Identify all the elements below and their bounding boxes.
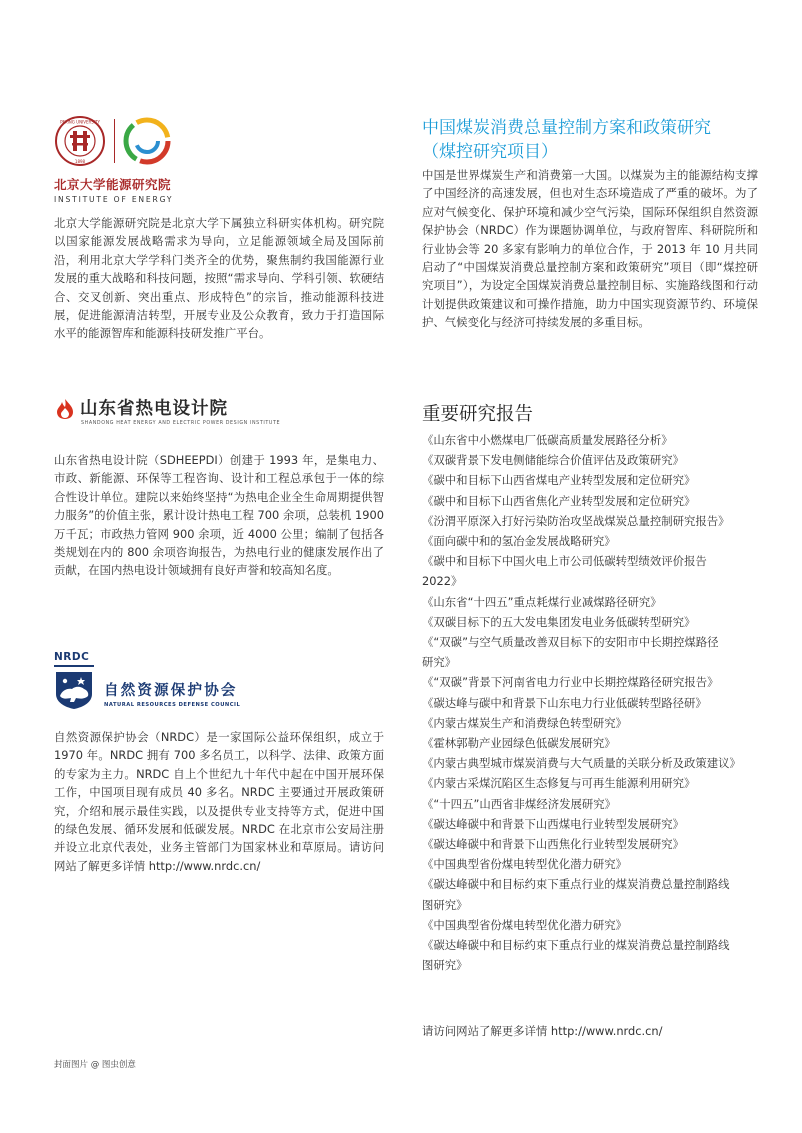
- sdheepdi-name: 山东省热电设计院: [80, 399, 228, 419]
- pku-institute-name: 北京大学能源研究院: [54, 177, 172, 192]
- sdheepdi-logo: [54, 398, 384, 426]
- report-item: 《双碳目标下的五大发电集团发电业务低碳转型研究》: [422, 614, 696, 629]
- report-item: 《碳达峰与碳中和背景下山东电力行业低碳转型路径研》: [422, 695, 707, 710]
- report-item: 《内蒙古典型城市煤炭消费与大气质量的关联分析及政策建议》: [422, 756, 741, 771]
- report-item: 《山东省“十四五”重点耗煤行业减煤路径研究》: [422, 594, 662, 609]
- nrdc-name: 自然资源保护协会: [104, 683, 238, 699]
- report-item: 图研究》: [422, 958, 468, 973]
- report-item: 《内蒙古采煤沉陷区生态修复与可再生能源利用研究》: [422, 776, 696, 791]
- report-item: 《“双碳”与空气质量改善双目标下的安阳市中长期控煤路径: [422, 635, 719, 650]
- peking-university-seal-icon: [54, 115, 106, 167]
- report-item: 《中国典型省份煤电转型优化潜力研究》: [422, 857, 628, 872]
- nrdc-description: 自然资源保护协会（NRDC）是一家国际公益环保组织，成立于 1970 年。NRDC 拥有 700 多名员工，以科学、法律、政策方面的专家为主力。NRDC 自上个世纪九十年代中起在中国开展环保工作，中国项目现有成员 40 多名。NRDC 主要通过开展政策研究，介绍和展示最佳实践，以及提供专业支持等方式，促进中国的绿色发展、循环发展和低碳发展。NRDC 在北京市公安局注册并设立北京代表处，业务主管部门为国家林业和草原局。请访问网站了解更多详情 http://www.nrdc.cn/: [54, 730, 384, 873]
- report-item: 《霍林郭勒产业园绿色低碳发展研究》: [422, 736, 616, 751]
- nrdc-name-en: NATURAL RESOURCES DEFENSE COUNCIL: [104, 702, 241, 708]
- nrdc-letters: NRDC: [54, 651, 90, 663]
- nrdc-logo: [54, 651, 384, 714]
- seal-year: 1898: [74, 159, 86, 164]
- report-item: 《中国典型省份煤电转型优化潜力研究》: [422, 917, 628, 932]
- report-item: 研究》: [422, 655, 457, 670]
- seal-text: PEKING UNIVERSITY: [60, 119, 100, 125]
- report-item: 《碳中和目标下山西省煤电产业转型发展和定位研究》: [422, 473, 696, 488]
- nrdc-underline: [54, 665, 94, 667]
- report-item: 《汾渭平原深入打好污染防治攻坚战煤炭总量控制研究报告》: [422, 513, 730, 528]
- pku-energy-institute-logo: [54, 115, 384, 204]
- report-item: 《山东省中小燃煤电厂低碳高质量发展路径分析》: [422, 433, 673, 447]
- pku-institute-name-en: INSTITUTE OF ENERGY: [54, 195, 174, 204]
- sdheepdi-description: 山东省热电设计院（SDHEEPDI）创建于 1993 年，是集电力、市政、新能源、环保等工程咨询、设计和工程总承包于一体的综合性设计单位。建院以来始终坚持“为热电企业全生命周期提供智力服务”的价值主张，累计设计热电工程 700 余项，总装机 1900 万千瓦；市政热力管网 900 余项，近 4000 公里；编制了包括各类规划在内的 800 余项咨询报告，为热电行业的健康发展作出了贡献，在国内热电设计领域拥有良好声誉和较高知名度。: [54, 453, 384, 578]
- project-title-line2: （煤控研究项目）: [422, 142, 558, 162]
- cover-image-credit: 封面图片 @ 图虫创意: [54, 1060, 136, 1070]
- polar-bear-shield-icon: [54, 670, 94, 710]
- reports-heading: 重要研究报告: [422, 404, 534, 425]
- project-intro: 中国是世界煤炭生产和消费第一大国。以煤炭为主的能源结构支撑了中国经济的高速发展，但也对生态环境造成了严重的破坏。为了应对气候变化、保护环境和减少空气污染，国际环保组织自然资源保护协会（NRDC）作为课题协调单位，与政府智库、科研院所和行业协会等 20 多家有影响力的单位合作，于 2013 年 10 月共同启动了“中国煤炭消费总量控制方案和政策研究”项目（即“煤控研究项目”），为设定全国煤炭消费总量控制目标、实施路线图和行动计划提供政策建议和可操作措施，助力中国实现资源节约、环境保护、气候变化与经济可持续发展的多重目标。: [422, 168, 758, 330]
- report-item: 《双碳背景下发电侧储能综合价值评估及政策研究》: [422, 453, 684, 468]
- report-item: 《面向碳中和的氢冶金发展战略研究》: [422, 534, 616, 549]
- report-item: 《碳中和目标下山西省焦化产业转型发展和定位研究》: [422, 493, 696, 508]
- report-item: 《碳达峰碳中和背景下山西焦化行业转型发展研究》: [422, 837, 684, 852]
- logo-divider: [114, 119, 115, 163]
- report-item: 《内蒙古煤炭生产和消费绿色转型研究》: [422, 715, 628, 730]
- project-title-line1: 中国煤炭消费总量控制方案和政策研究: [422, 118, 711, 138]
- report-item: 《“双碳”背景下河南省电力行业中长期控煤路径研究报告》: [422, 675, 719, 690]
- report-item: 图研究》: [422, 897, 468, 912]
- report-item: 2022》: [422, 574, 463, 589]
- report-item: 《碳中和目标下中国火电上市公司低碳转型绩效评价报告: [422, 554, 707, 569]
- reports-list: [422, 430, 758, 975]
- report-item: 《“十四五”山西省非煤经济发展研究》: [422, 796, 617, 811]
- pku-description: 北京大学能源研究院是北京大学下属独立科研实体机构。研究院以国家能源发展战略需求为导向，立足能源领域全局及国际前沿，利用北京大学学科门类齐全的优势，聚焦制约我国能源行业发展的重大战略和科技问题，按照“需求导向、学科引领、软硬结合、交叉创新、突出重点、形成特色”的宗旨，推动能源科技进展，促进能源清洁转型，开展专业及公众教育，致力于打造国际水平的能源智库和能源科技研发推广平台。: [54, 216, 384, 341]
- sdheepdi-name-en: SHANDONG HEAT ENERGY AND ELECTRIC POWER DESIGN INSTITUTE: [81, 421, 281, 426]
- project-title: [422, 116, 758, 164]
- report-item: 《碳达峰碳中和目标约束下重点行业的煤炭消费总量控制路线: [422, 938, 730, 953]
- flame-icon: [54, 398, 76, 420]
- report-item: 《碳达峰碳中和目标约束下重点行业的煤炭消费总量控制路线: [422, 877, 730, 892]
- visit-website-text: 请访问网站了解更多详情 http://www.nrdc.cn/: [422, 1024, 663, 1038]
- report-item: 《碳达峰碳中和背景下山西煤电行业转型发展研究》: [422, 816, 684, 831]
- energy-swirl-icon: [123, 117, 171, 165]
